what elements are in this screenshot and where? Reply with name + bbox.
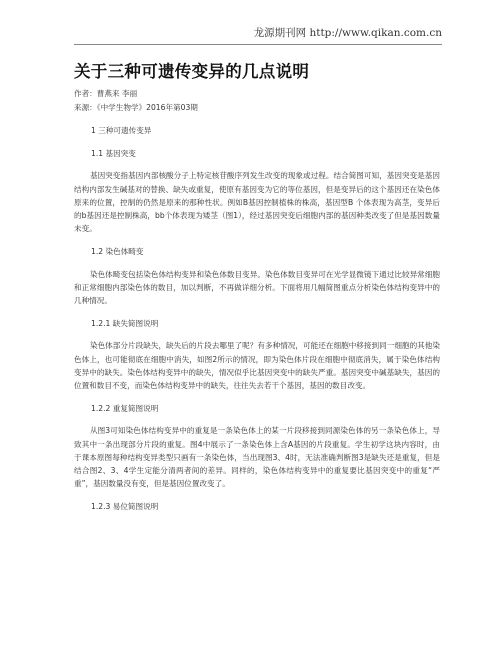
article-body [74, 124, 440, 514]
body-paragraph: 染色体部分片段缺失，缺失后的片段去哪里了呢？有多种情况，可能还在细胞中移接到同一细胞的其他染色体上，也可能彻底在细胞中消失，如图2所示的情况，即为染色体片段在细胞中彻底消失，属于染色体结构变异中的缺失。染色体结构变异中的缺失，情况似乎比基因突变中的缺失严重。基因突变中碱基缺失，基因的位置和数目不变，而染色体结构变异中的缺失，往往失去若干个基因，基因的数目改变。 [74, 341, 440, 391]
header-divider [74, 44, 442, 45]
author-line: 作者：曹燕来 李丽 [74, 89, 138, 98]
section-heading: 1.2.1 缺失简图说明 [91, 319, 159, 329]
section-heading: 1.2 染色体畸变 [91, 247, 144, 257]
article-title: 关于三种可遗传变异的几点说明 [74, 62, 310, 81]
journal-site-header[interactable]: 龙源期刊网 http://www.qikan.com.cn [253, 27, 442, 39]
section-heading: 1 三种可遗传变异 [91, 126, 152, 135]
section-heading: 1.1 基因突变 [91, 149, 136, 159]
body-paragraph: 基因突变指基因内部核酸分子上特定核苷酸序列发生改变的现象或过程。结合简图可知，基因突变是基因结构内部发生碱基对的替换、缺失或重复，使原有基因变为它的等位基因，但是变异后的这个基因还在染色体原来的位置，控制的仍然是原来的那种性状。例如B基因控制植株的株高，基因型B 个体表现为高茎，变异后的b基因还是控制株高，bb个体表现为矮茎（图1），经过基因突变后细胞内部的基因种类改变了但是基因数量未变。 [74, 171, 440, 234]
section-heading: 1.2.2 重复简图说明 [91, 404, 159, 414]
section-heading: 1.2.3 易位简图说明 [91, 502, 159, 512]
body-paragraph: 从图3可知染色体结构变异中的重复是一条染色体上的某一片段移接到同源染色体的另一条染色体上，导致其中一条出现部分片段的重复。图4中展示了一条染色体上含A基因的片段重复。学生初学这块内容时，由于课本原图每种结构变异类型只画有一条染色体，当出现图3、4时，无法准确判断图3是缺失还是重复，但是结合图2、3、4学生定能分清两者间的差异。同样的，染色体结构变异中的重复要比基因突变中的重复“严重”，基因数量没有变，但是基因位置改变了。 [74, 426, 440, 489]
body-paragraph: 染色体畸变包括染色体结构变异和染色体数目变异。染色体数目变异可在光学显微镜下通过比较异常细胞和正常细胞内部染色体的数目，加以判断，不再做详细分析。下面将用几幅简图重点分析染色体结构变异中的几种情况。 [74, 269, 440, 306]
source-line: 来源：《中学生物学》2016年第03期 [74, 103, 198, 112]
